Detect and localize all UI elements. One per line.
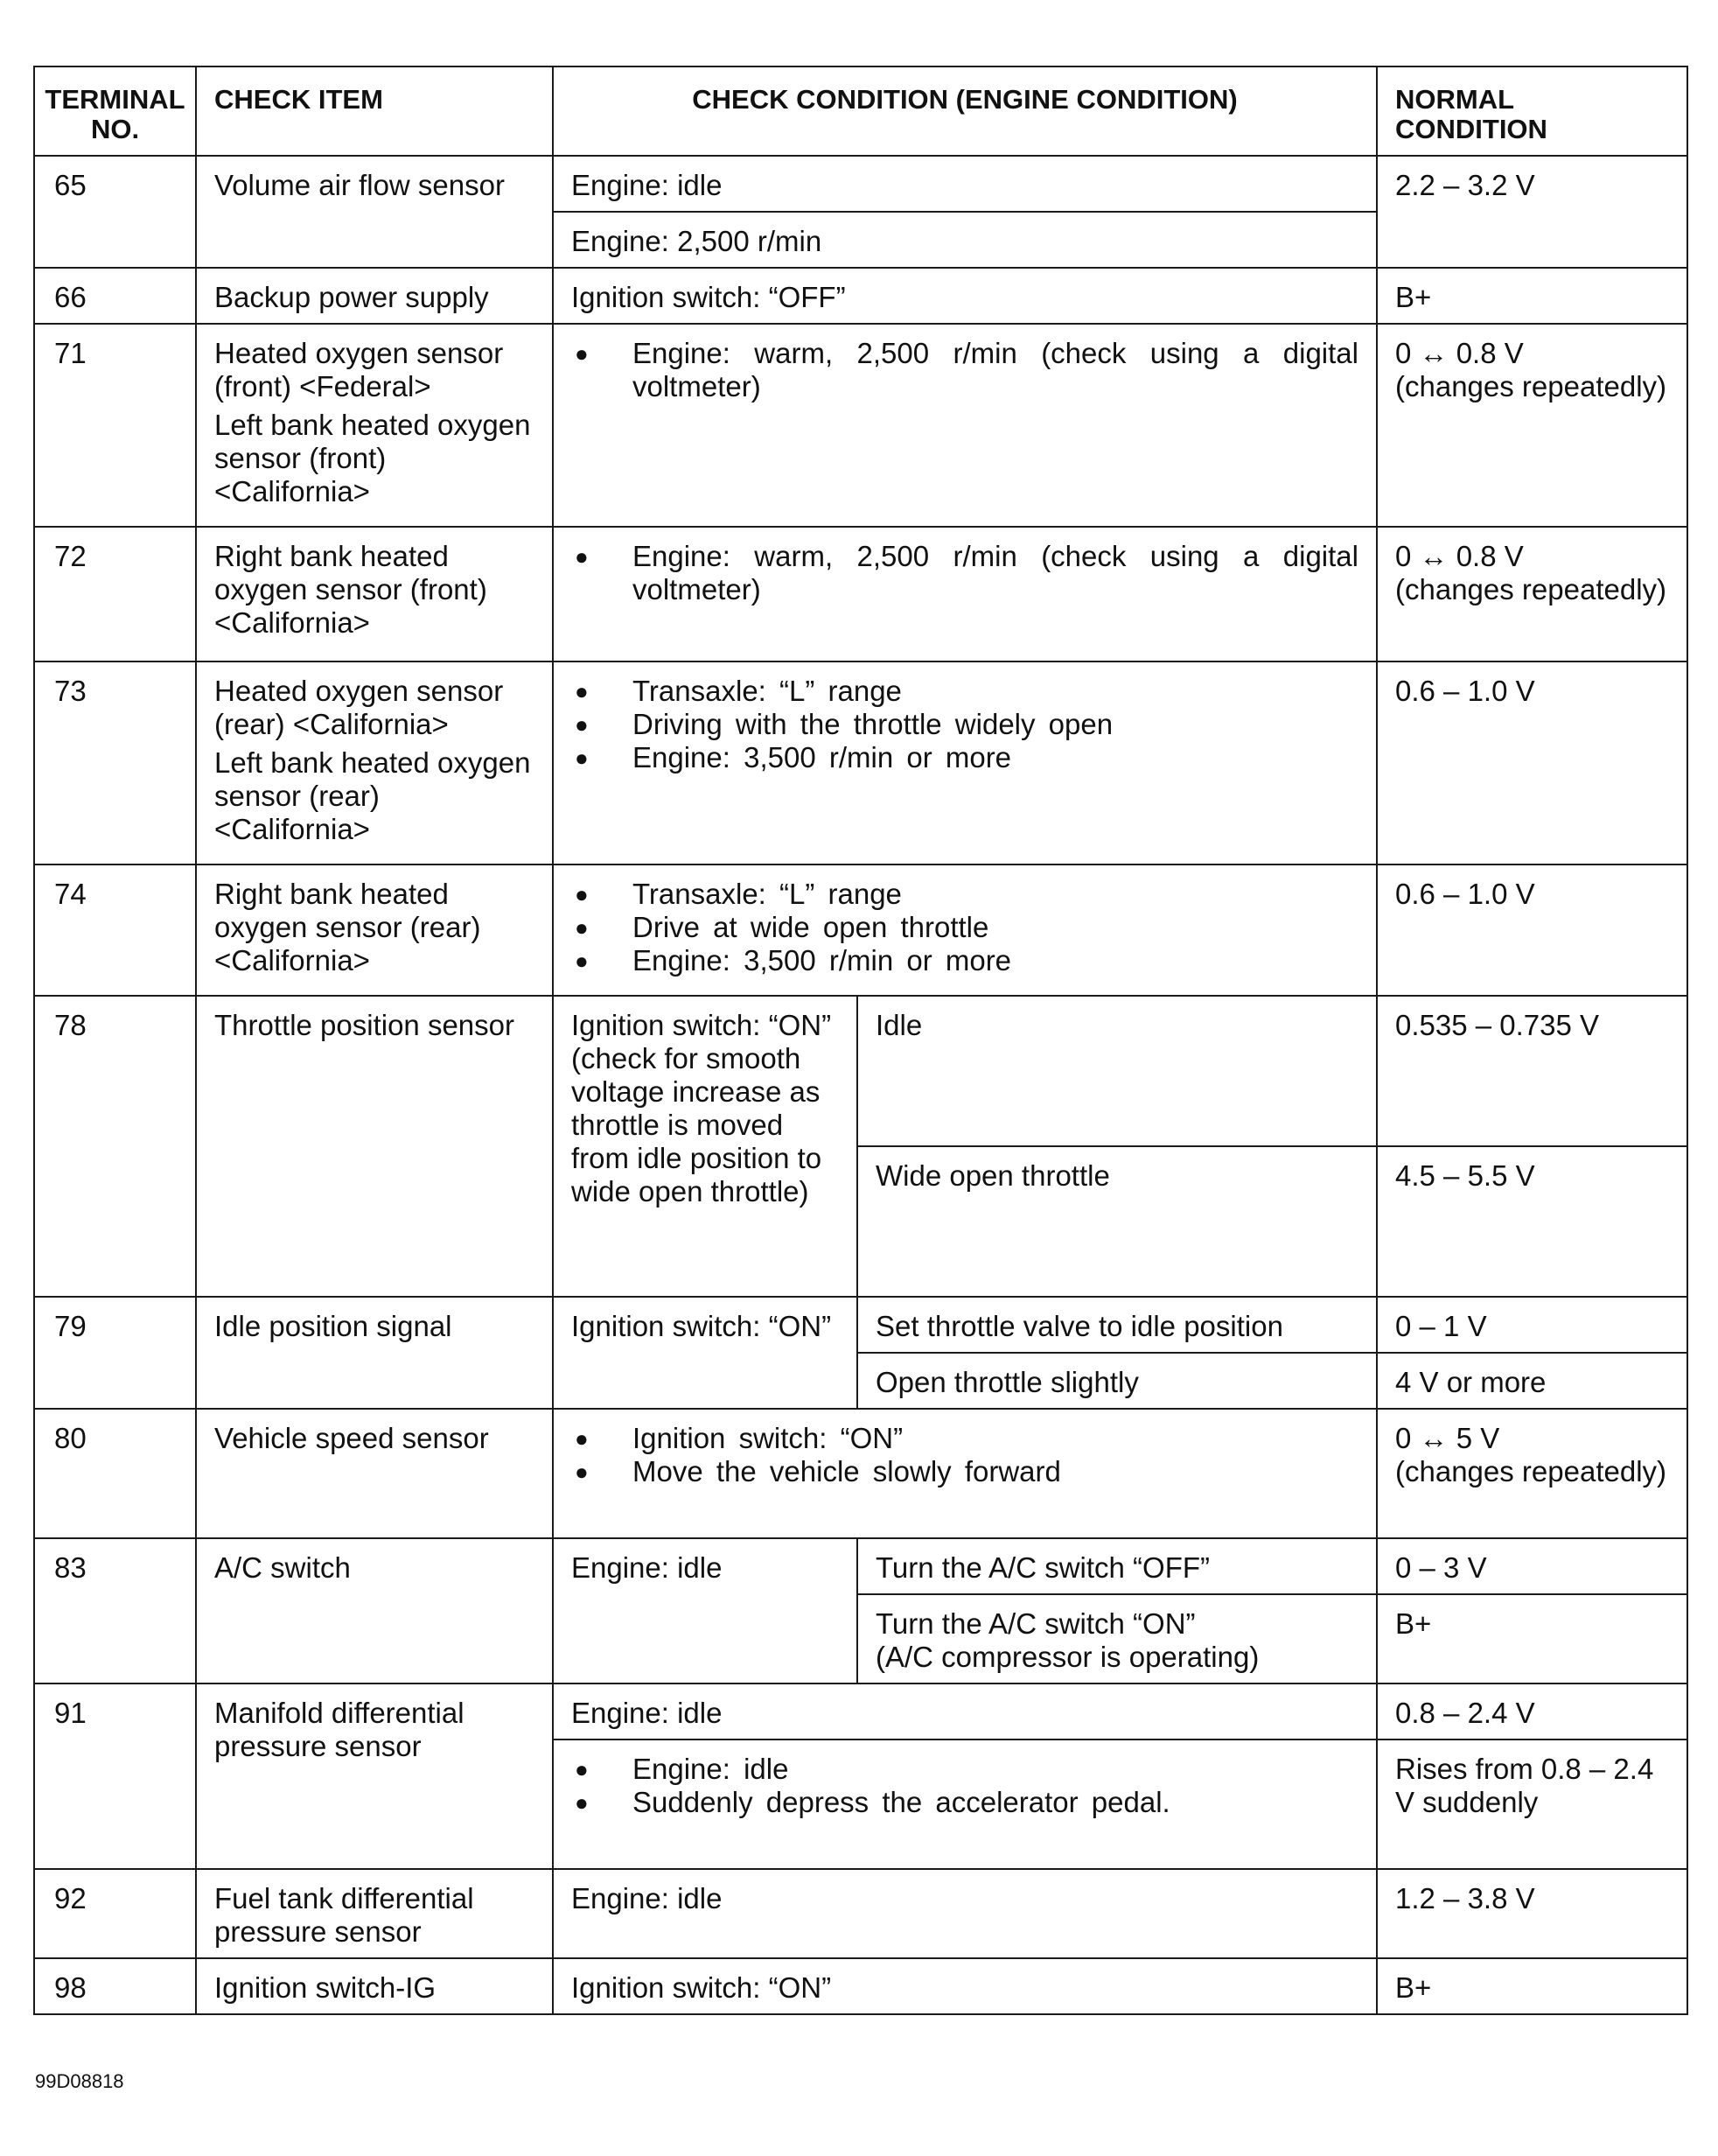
check-condition: Ignition switch: “ON” (check for smooth voltage increase as throttle is moved from idle position to wide open throttle) bbox=[553, 996, 857, 1297]
terminal-number: 71 bbox=[34, 324, 196, 527]
terminal-number: 78 bbox=[34, 996, 196, 1297]
terminal-number: 91 bbox=[34, 1684, 196, 1869]
table-row bbox=[34, 1869, 1687, 1958]
bullet-item: ● Transaxle: “L” range bbox=[571, 675, 1358, 708]
normal-condition: B+ bbox=[1377, 1594, 1687, 1684]
figure-code: 99D08818 bbox=[35, 2070, 124, 2092]
check-condition: Engine: idle bbox=[553, 1684, 1377, 1740]
terminal-number: 98 bbox=[34, 1958, 196, 2014]
normal-condition: 0 ↔ 0.8 V (changes repeatedly) bbox=[1377, 527, 1687, 662]
terminal-number: 79 bbox=[34, 1297, 196, 1409]
check-condition: Engine: idle bbox=[553, 1538, 857, 1684]
sub-condition: Turn the A/C switch “OFF” bbox=[857, 1538, 1377, 1594]
normal-condition: 4 V or more bbox=[1377, 1353, 1687, 1409]
sub-condition: Open throttle slightly bbox=[857, 1353, 1377, 1409]
table-row bbox=[34, 1538, 1687, 1594]
check-condition: Engine: 2,500 r/min bbox=[553, 212, 1377, 268]
bullet-item: ● Engine: idle bbox=[571, 1753, 1358, 1786]
check-item: Heated oxygen sensor (front) <Federal> Left bank heated oxygen sensor (front) <California> bbox=[196, 324, 553, 527]
table-row bbox=[34, 527, 1687, 662]
check-condition bbox=[553, 1740, 1377, 1869]
bullet-item: ● Move the vehicle slowly forward bbox=[571, 1455, 1358, 1488]
header-check-item: CHECK ITEM bbox=[196, 66, 553, 156]
bullet-item: ● Drive at wide open throttle bbox=[571, 911, 1358, 944]
check-item: Right bank heated oxygen sensor (rear) <California> bbox=[196, 864, 553, 996]
check-item: Fuel tank differential pressure sensor bbox=[196, 1869, 553, 1958]
normal-condition: 0 – 1 V bbox=[1377, 1297, 1687, 1353]
check-item: Backup power supply bbox=[196, 268, 553, 324]
check-condition: Ignition switch: “ON” bbox=[553, 1297, 857, 1409]
terminal-check-table bbox=[33, 66, 1688, 2015]
normal-condition: 0 ↔ 0.8 V (changes repeatedly) bbox=[1377, 324, 1687, 527]
sub-condition: Wide open throttle bbox=[857, 1146, 1377, 1297]
header-normal-condition: NORMAL CONDITION bbox=[1377, 66, 1687, 156]
terminal-number: 74 bbox=[34, 864, 196, 996]
table-row bbox=[34, 662, 1687, 864]
normal-condition: 2.2 – 3.2 V bbox=[1377, 156, 1687, 268]
normal-condition: B+ bbox=[1377, 1958, 1687, 2014]
normal-condition: 1.2 – 3.8 V bbox=[1377, 1869, 1687, 1958]
bullet-item: ● Driving with the throttle widely open bbox=[571, 708, 1358, 741]
header-check-condition: CHECK CONDITION (ENGINE CONDITION) bbox=[553, 66, 1377, 156]
terminal-number: 73 bbox=[34, 662, 196, 864]
check-item: A/C switch bbox=[196, 1538, 553, 1684]
check-item: Manifold differential pressure sensor bbox=[196, 1684, 553, 1869]
check-item: Idle position signal bbox=[196, 1297, 553, 1409]
check-item: Heated oxygen sensor (rear) <California> Left bank heated oxygen sensor (rear) <California> bbox=[196, 662, 553, 864]
terminal-number: 72 bbox=[34, 527, 196, 662]
bullet-item: ● Engine: warm, 2,500 r/min (check using a digital voltmeter) bbox=[571, 540, 1358, 606]
bullet-item: ● Engine: warm, 2,500 r/min (check using a digital voltmeter) bbox=[571, 337, 1358, 403]
terminal-number: 65 bbox=[34, 156, 196, 268]
table-row bbox=[34, 1684, 1687, 1740]
check-item: Volume air flow sensor bbox=[196, 156, 553, 268]
terminal-number: 83 bbox=[34, 1538, 196, 1684]
terminal-number: 92 bbox=[34, 1869, 196, 1958]
normal-condition: B+ bbox=[1377, 268, 1687, 324]
bullet-item: ● Transaxle: “L” range bbox=[571, 878, 1358, 911]
sub-condition: Idle bbox=[857, 996, 1377, 1146]
check-condition: Ignition switch: “OFF” bbox=[553, 268, 1377, 324]
bullet-item: ● Ignition switch: “ON” bbox=[571, 1422, 1358, 1455]
check-item: Throttle position sensor bbox=[196, 996, 553, 1297]
normal-condition: Rises from 0.8 – 2.4 V suddenly bbox=[1377, 1740, 1687, 1869]
normal-condition: 0.8 – 2.4 V bbox=[1377, 1684, 1687, 1740]
table-row bbox=[34, 1958, 1687, 2014]
table-row bbox=[34, 996, 1687, 1146]
bullet-item: ● Engine: 3,500 r/min or more bbox=[571, 944, 1358, 977]
check-item: Right bank heated oxygen sensor (front) <California> bbox=[196, 527, 553, 662]
check-condition bbox=[553, 527, 1377, 662]
terminal-number: 66 bbox=[34, 268, 196, 324]
check-condition bbox=[553, 662, 1377, 864]
normal-condition: 0.6 – 1.0 V bbox=[1377, 662, 1687, 864]
normal-condition: 0.6 – 1.0 V bbox=[1377, 864, 1687, 996]
normal-condition: 0 – 3 V bbox=[1377, 1538, 1687, 1594]
check-condition: Ignition switch: “ON” bbox=[553, 1958, 1377, 2014]
table-row bbox=[34, 1297, 1687, 1353]
check-condition bbox=[553, 324, 1377, 527]
table-row bbox=[34, 864, 1687, 996]
normal-condition: 0.535 – 0.735 V bbox=[1377, 996, 1687, 1146]
normal-condition: 0 ↔ 5 V (changes repeatedly) bbox=[1377, 1409, 1687, 1538]
sub-condition: Turn the A/C switch “ON” (A/C compressor is operating) bbox=[857, 1594, 1377, 1684]
table-row bbox=[34, 1409, 1687, 1538]
terminal-number: 80 bbox=[34, 1409, 196, 1538]
bullet-item: ● Engine: 3,500 r/min or more bbox=[571, 741, 1358, 774]
check-condition: Engine: idle bbox=[553, 156, 1377, 212]
check-condition bbox=[553, 1409, 1377, 1538]
bullet-item: ● Suddenly depress the accelerator pedal. bbox=[571, 1786, 1358, 1819]
check-condition: Engine: idle bbox=[553, 1869, 1377, 1958]
header-terminal-no: TERMINAL NO. bbox=[34, 66, 196, 156]
normal-condition: 4.5 – 5.5 V bbox=[1377, 1146, 1687, 1297]
table-row bbox=[34, 156, 1687, 212]
check-item: Vehicle speed sensor bbox=[196, 1409, 553, 1538]
table-header-row bbox=[34, 66, 1687, 156]
check-item: Ignition switch-IG bbox=[196, 1958, 553, 2014]
check-condition bbox=[553, 864, 1377, 996]
table-row bbox=[34, 268, 1687, 324]
sub-condition: Set throttle valve to idle position bbox=[857, 1297, 1377, 1353]
table-row bbox=[34, 324, 1687, 527]
